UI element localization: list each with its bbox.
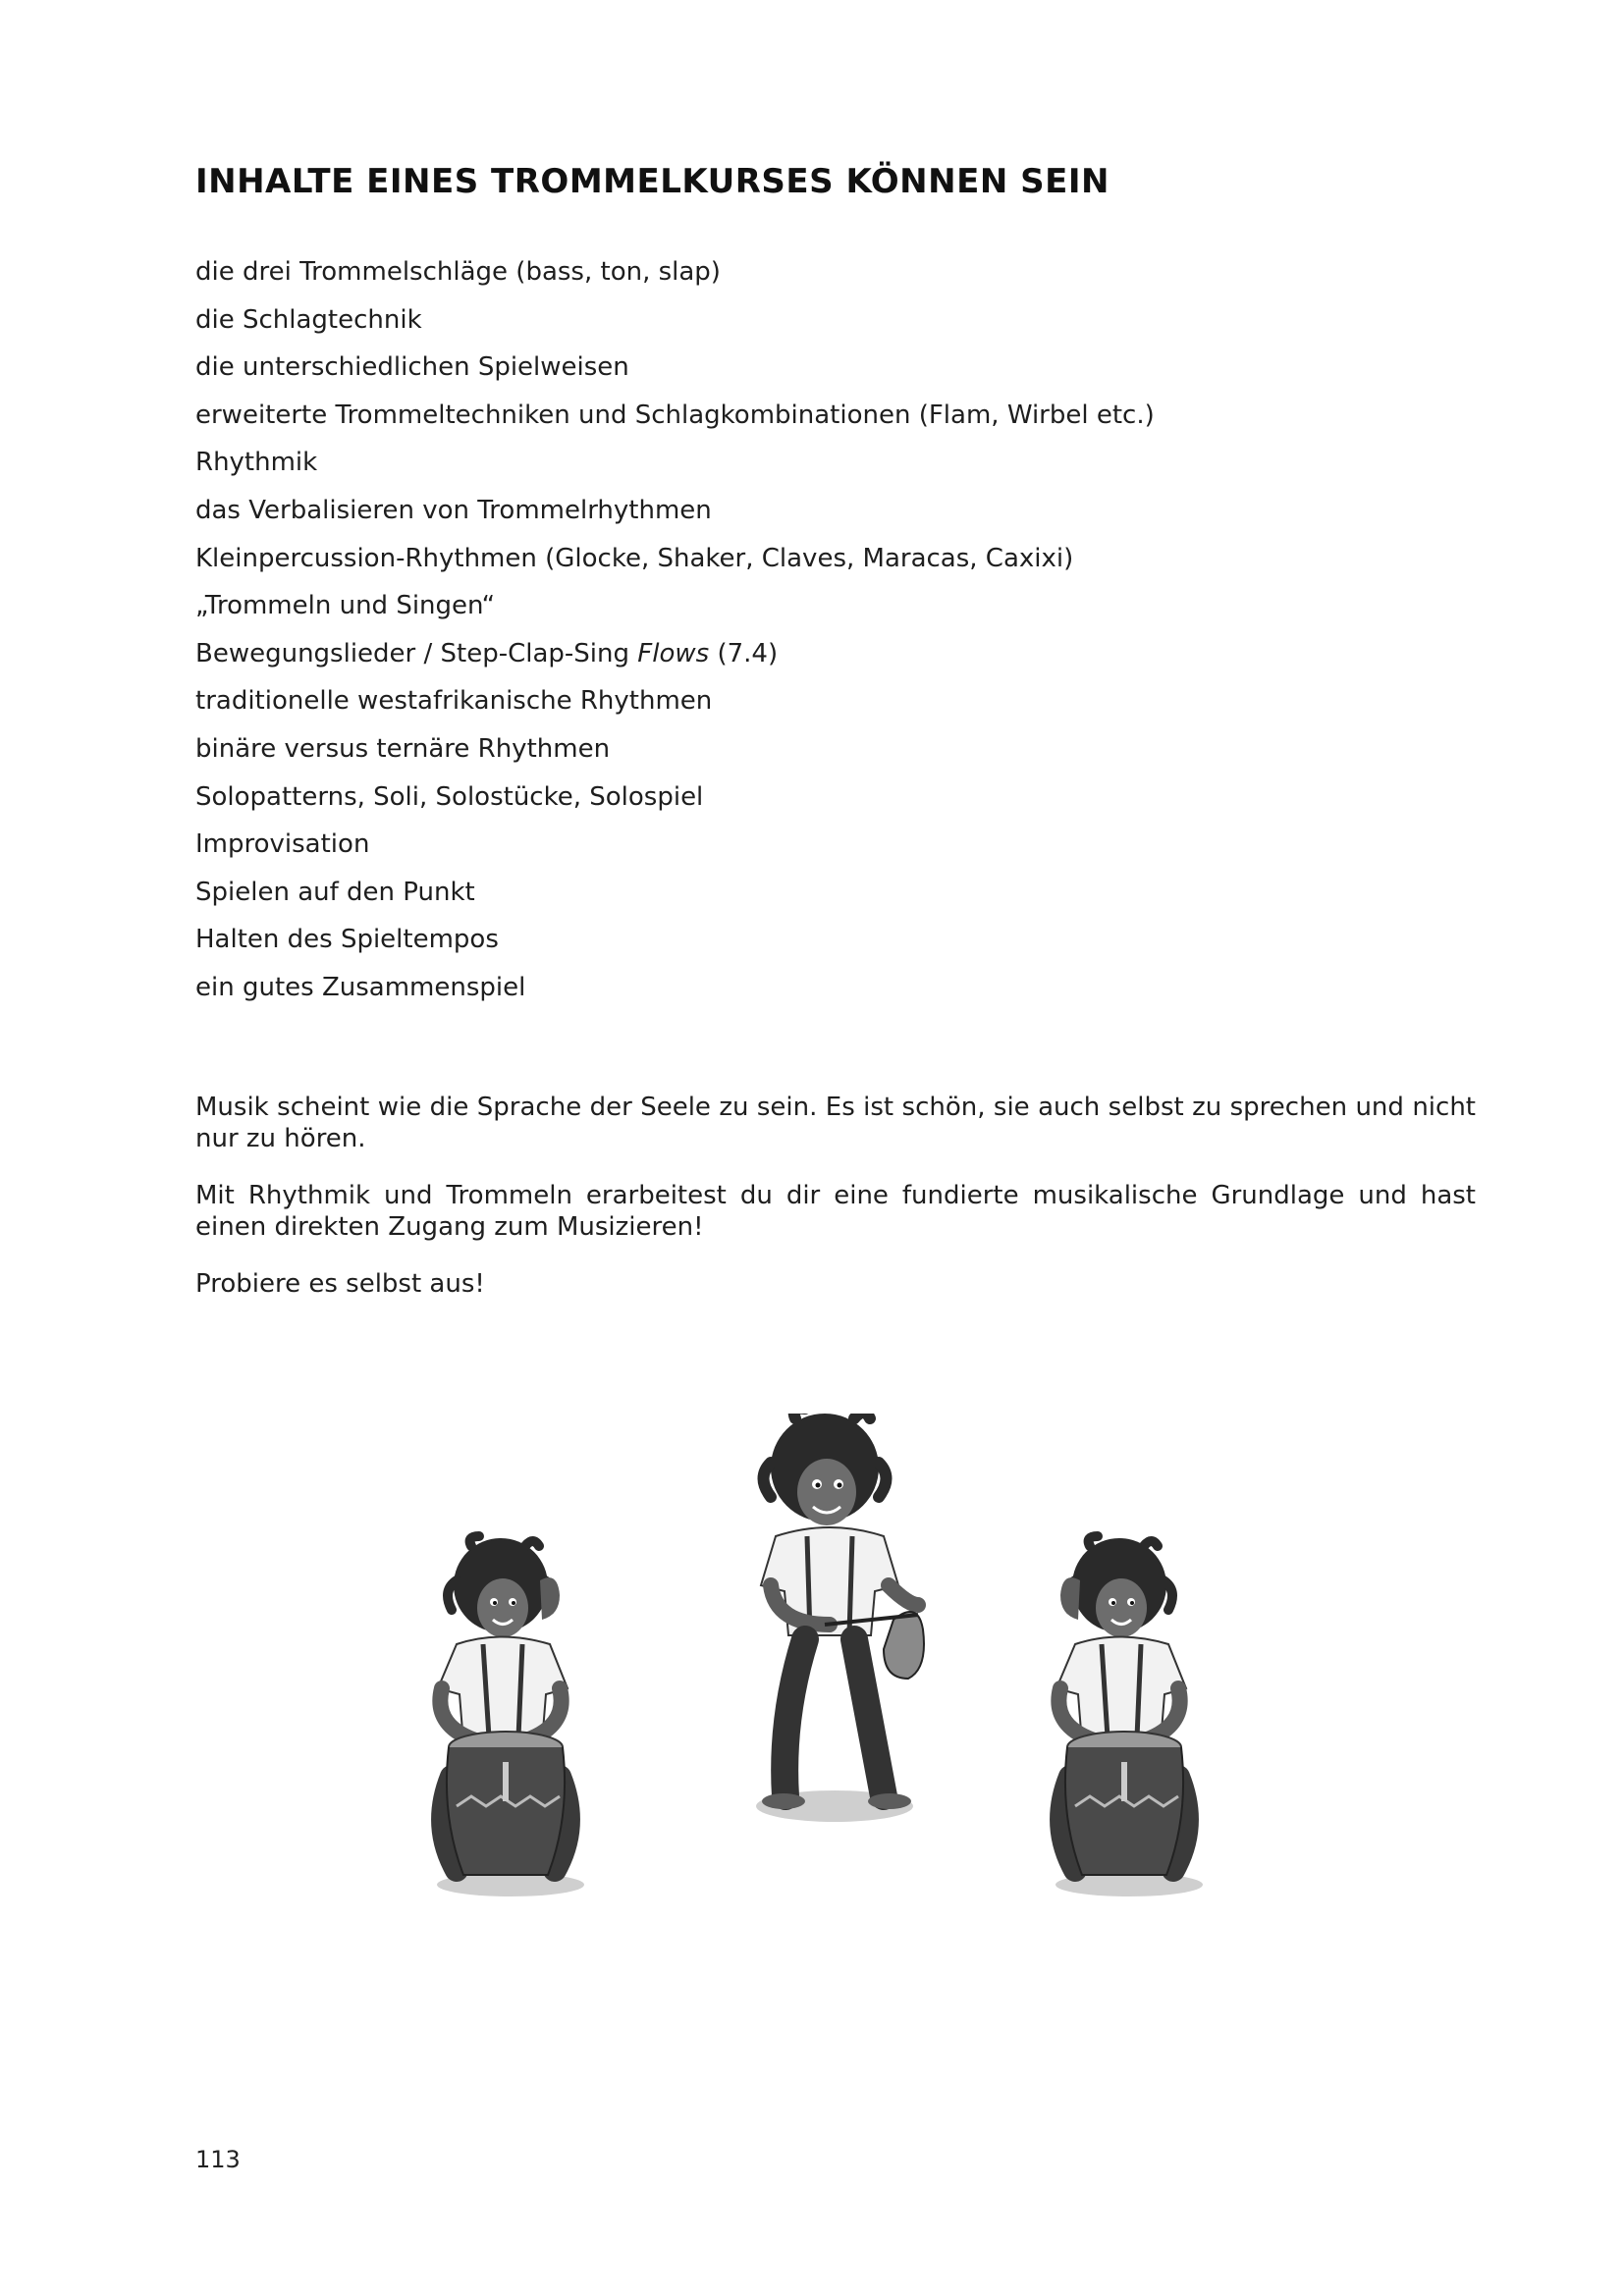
topic-item: Halten des Spieltempos — [195, 925, 499, 955]
drummer-right-figure — [1056, 1536, 1203, 1896]
topic-item: Kleinpercussion-Rhythmen (Glocke, Shaker, Claves, Maracas, Caxixi) — [195, 543, 1074, 573]
drummer-left-figure — [437, 1536, 584, 1896]
topic-item — [195, 637, 1472, 685]
body-text — [195, 1092, 1476, 1325]
topic-item: „Trommeln und Singen“ — [195, 591, 496, 621]
topic-italic-text: Flows — [637, 638, 710, 668]
shaker-player-center-figure — [756, 1414, 924, 1822]
topic-item: ein gutes Zusammenspiel — [195, 972, 526, 1002]
page-title: INHALTE EINES TROMMELKURSES KÖNNEN SEIN — [195, 162, 1110, 201]
topic-item: Improvisation — [195, 829, 370, 860]
topic-item: Rhythmik — [195, 448, 318, 478]
topic-list — [195, 255, 1472, 1019]
paragraph: Mit Rhythmik und Trommeln erarbeitest du dir eine fundierte musikalische Grundlage und hast einen direkten Zugang zum Musizieren! — [195, 1181, 1476, 1242]
topic-item: die unterschiedlichen Spielweisen — [195, 352, 629, 383]
topic-text: Bewegungslieder / Step-Clap-Sing — [195, 638, 638, 668]
topic-item: Solopatterns, Soli, Solostücke, Solospiel — [195, 781, 704, 812]
topic-item: die drei Trommelschläge (bass, ton, slap) — [195, 257, 721, 287]
paragraph: Musik scheint wie die Sprache der Seele zu sein. Es ist schön, sie auch selbst zu sprechen und nicht nur zu hören. — [195, 1093, 1476, 1153]
page-number: 113 — [195, 2146, 241, 2173]
drummers-illustration — [383, 1414, 1267, 1944]
topic-item: binäre versus ternäre Rhythmen — [195, 733, 611, 764]
topic-item: die Schlagtechnik — [195, 304, 422, 335]
topic-item: erweiterte Trommeltechniken und Schlagkombinationen (Flam, Wirbel etc.) — [195, 400, 1155, 430]
topic-item: traditionelle westafrikanische Rhythmen — [195, 686, 713, 717]
topic-text: (7.4) — [709, 638, 779, 668]
paragraph: Probiere es selbst aus! — [195, 1269, 485, 1299]
topic-item: das Verbalisieren von Trommelrhythmen — [195, 495, 712, 525]
topic-item: Spielen auf den Punkt — [195, 877, 475, 907]
